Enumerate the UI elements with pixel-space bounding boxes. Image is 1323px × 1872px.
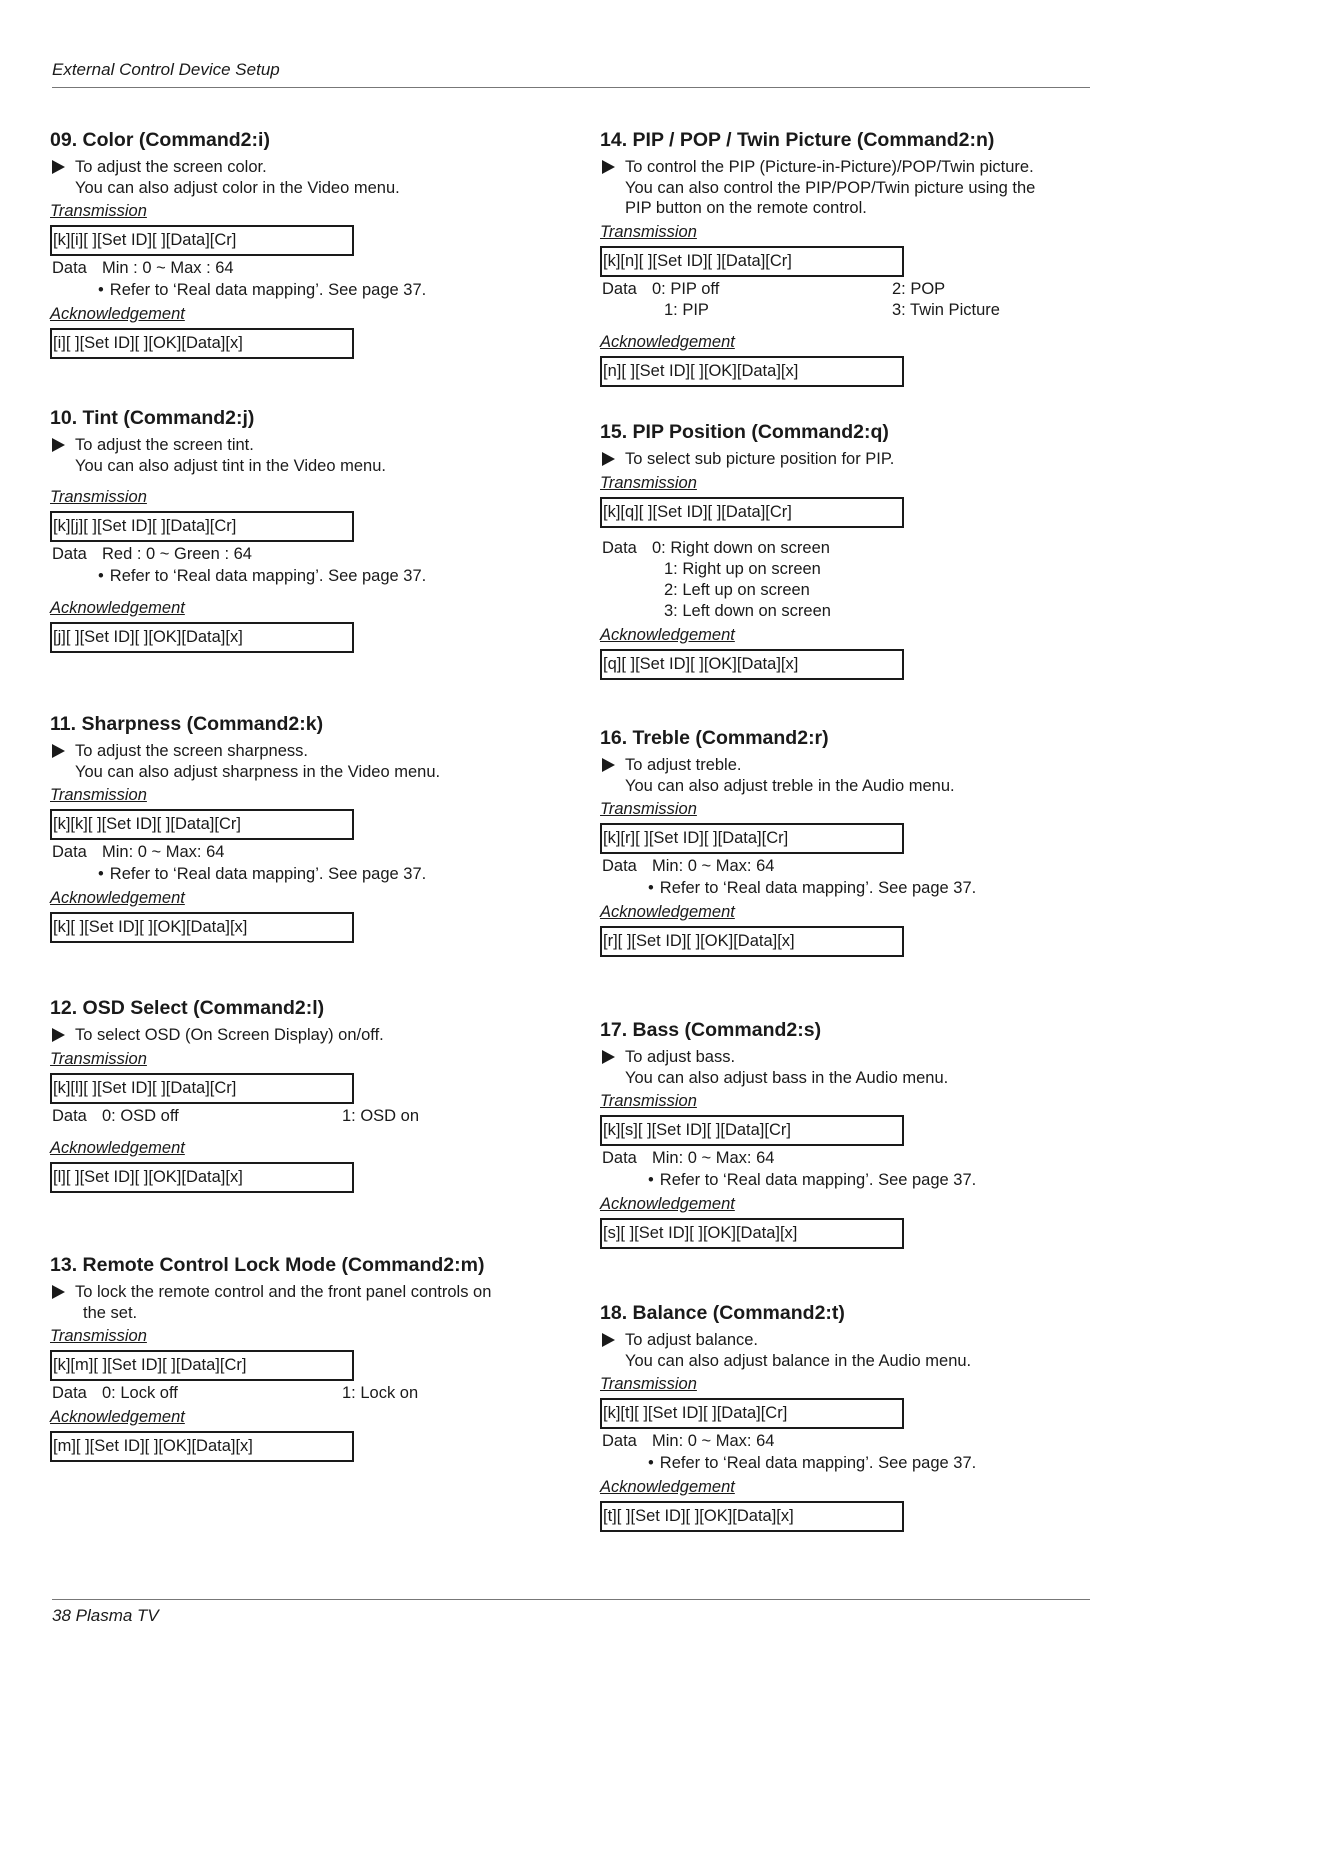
data-note: • Refer to ‘Real data mapping’. See page 37.: [648, 878, 1092, 899]
triangle-bullet-icon: [602, 1050, 615, 1064]
acknowledgement-box: [j][ ][Set ID][ ][OK][Data][x]: [50, 622, 354, 653]
section-description: [50, 1025, 550, 1046]
transmission-box: [k][j][ ][Set ID][ ][Data][Cr]: [50, 511, 354, 542]
data-value: 3: Left down on screen: [664, 601, 831, 620]
section-title: 12. OSD Select (Command2:l): [50, 997, 325, 1019]
section-description: [600, 755, 1092, 796]
desc-line: You can also adjust bass in the Audio menu.: [625, 1068, 949, 1087]
page-footer: 38 Plasma TV: [52, 1606, 159, 1625]
section-title: 13. Remote Control Lock Mode (Command2:m): [50, 1254, 485, 1276]
section-treble: [600, 726, 1092, 957]
transmission-label: Transmission: [50, 1049, 147, 1068]
section-bass: [600, 1018, 1092, 1249]
data-label: Data: [602, 1432, 637, 1450]
acknowledgement-label: Acknowledgement: [50, 1408, 185, 1426]
triangle-bullet-icon: [602, 160, 615, 174]
data-row: [50, 1106, 550, 1127]
section-description: [600, 157, 1092, 219]
desc-line: To select OSD (On Screen Display) on/off.: [75, 1026, 384, 1044]
data-row: [600, 279, 1092, 321]
section-description: [50, 1282, 550, 1323]
desc-line: You can also adjust balance in the Audio menu.: [625, 1351, 972, 1370]
section-title: 10. Tint (Command2:j): [50, 407, 255, 429]
data-value: 1: OSD on: [342, 1106, 420, 1125]
section-title: 09. Color (Command2:i): [50, 129, 270, 151]
data-value: 2: Left up on screen: [664, 580, 810, 599]
acknowledgement-box: [i][ ][Set ID][ ][OK][Data][x]: [50, 328, 354, 359]
section-pip-pop-twin: [600, 128, 1092, 387]
section-pip-position: [600, 420, 1092, 680]
data-label: Data: [52, 545, 87, 563]
acknowledgement-label: Acknowledgement: [600, 1195, 735, 1213]
desc-line: You can also adjust treble in the Audio menu.: [625, 776, 955, 795]
desc-line: the set.: [83, 1303, 138, 1322]
data-value: 1: PIP: [664, 300, 709, 319]
data-label: Data: [602, 279, 637, 298]
triangle-bullet-icon: [602, 452, 615, 466]
acknowledgement-label: Acknowledgement: [50, 889, 185, 907]
transmission-box: [k][k][ ][Set ID][ ][Data][Cr]: [50, 809, 354, 840]
transmission-box: [k][q][ ][Set ID][ ][Data][Cr]: [600, 497, 904, 528]
transmission-label: Transmission: [50, 202, 147, 220]
acknowledgement-label: Acknowledgement: [50, 1138, 185, 1157]
data-label: Data: [602, 857, 637, 875]
section-remote-lock: [50, 1253, 550, 1462]
section-title: 14. PIP / POP / Twin Picture (Command2:n): [600, 129, 995, 151]
transmission-box: [k][s][ ][Set ID][ ][Data][Cr]: [600, 1115, 904, 1146]
acknowledgement-label: Acknowledgement: [50, 305, 185, 323]
data-row: [600, 1431, 1092, 1452]
section-tint: [50, 406, 550, 653]
section-title: 15. PIP Position (Command2:q): [600, 421, 889, 443]
transmission-label: Transmission: [600, 800, 697, 818]
transmission-label: Transmission: [50, 488, 147, 506]
transmission-box: [k][t][ ][Set ID][ ][Data][Cr]: [600, 1398, 904, 1429]
acknowledgement-box: [t][ ][Set ID][ ][OK][Data][x]: [600, 1501, 904, 1532]
desc-line: You can also adjust tint in the Video menu.: [75, 456, 386, 475]
transmission-box: [k][i][ ][Set ID][ ][Data][Cr]: [50, 225, 354, 256]
triangle-bullet-icon: [52, 1285, 65, 1299]
acknowledgement-label: Acknowledgement: [600, 332, 735, 351]
desc-line: To lock the remote control and the front panel controls on: [75, 1283, 492, 1301]
acknowledgement-box: [q][ ][Set ID][ ][OK][Data][x]: [600, 649, 904, 680]
desc-line: PIP button on the remote control.: [625, 199, 867, 217]
data-row: [50, 1383, 550, 1404]
data-value: 1: Lock on: [342, 1384, 419, 1402]
desc-line: To adjust the screen tint.: [75, 436, 254, 454]
section-description: [50, 435, 550, 476]
acknowledgement-label: Acknowledgement: [600, 903, 735, 921]
data-row: [600, 1148, 1092, 1169]
transmission-label: Transmission: [600, 222, 697, 241]
page-header: External Control Device Setup: [52, 60, 280, 79]
data-value: Min: 0 ~ Max: 64: [102, 843, 225, 861]
transmission-box: [k][r][ ][Set ID][ ][Data][Cr]: [600, 823, 904, 854]
acknowledgement-label: Acknowledgement: [50, 599, 185, 617]
section-title: 18. Balance (Command2:t): [600, 1302, 845, 1324]
acknowledgement-box: [r][ ][Set ID][ ][OK][Data][x]: [600, 926, 904, 957]
data-value: 0: OSD off: [102, 1106, 179, 1125]
section-color: [50, 128, 550, 359]
data-value: Min: 0 ~ Max: 64: [652, 1149, 775, 1167]
data-label: Data: [52, 259, 87, 277]
section-sharpness: [50, 712, 550, 943]
section-title: 11. Sharpness (Command2:k): [50, 713, 324, 735]
section-description: [50, 741, 550, 782]
transmission-box: [k][m][ ][Set ID][ ][Data][Cr]: [50, 1350, 354, 1381]
desc-line: To adjust the screen sharpness.: [75, 742, 308, 760]
data-label: Data: [602, 538, 637, 557]
data-value: 1: Right up on screen: [664, 559, 821, 578]
data-note: • Refer to ‘Real data mapping’. See page 37.: [648, 1170, 1092, 1191]
acknowledgement-box: [l][ ][Set ID][ ][OK][Data][x]: [50, 1162, 354, 1193]
data-value: 0: Lock off: [102, 1384, 178, 1402]
triangle-bullet-icon: [602, 758, 615, 772]
acknowledgement-box: [k][ ][Set ID][ ][OK][Data][x]: [50, 912, 354, 943]
acknowledgement-box: [m][ ][Set ID][ ][OK][Data][x]: [50, 1431, 354, 1462]
desc-line: To control the PIP (Picture-in-Picture)/POP/Twin picture.: [625, 158, 1034, 176]
data-value: Red : 0 ~ Green : 64: [102, 545, 252, 563]
desc-line: To adjust balance.: [625, 1331, 759, 1349]
triangle-bullet-icon: [52, 744, 65, 758]
data-value: Min: 0 ~ Max: 64: [652, 1432, 775, 1450]
desc-line: You can also control the PIP/POP/Twin picture using the: [625, 178, 1036, 197]
data-value: 0: PIP off: [652, 279, 720, 298]
desc-line: To adjust treble.: [625, 756, 742, 774]
transmission-label: Transmission: [600, 473, 697, 492]
desc-line: To select sub picture position for PIP.: [625, 450, 895, 468]
triangle-bullet-icon: [602, 1333, 615, 1347]
desc-line: To adjust the screen color.: [75, 158, 267, 176]
data-row: [600, 856, 1092, 877]
desc-line: To adjust bass.: [625, 1048, 736, 1066]
section-description: [600, 449, 1092, 470]
acknowledgement-label: Acknowledgement: [600, 1478, 735, 1496]
data-row: [600, 538, 1092, 622]
data-label: Data: [52, 843, 87, 861]
triangle-bullet-icon: [52, 160, 65, 174]
data-row: [50, 544, 550, 565]
section-description: [600, 1047, 1092, 1088]
acknowledgement-box: [n][ ][Set ID][ ][OK][Data][x]: [600, 356, 904, 387]
section-description: [600, 1330, 1092, 1371]
transmission-label: Transmission: [600, 1375, 697, 1393]
data-label: Data: [602, 1149, 637, 1167]
section-title: 17. Bass (Command2:s): [600, 1019, 822, 1041]
section-osd-select: [50, 996, 550, 1193]
desc-line: You can also adjust sharpness in the Video menu.: [75, 762, 441, 781]
section-balance: [600, 1301, 1092, 1532]
desc-line: You can also adjust color in the Video menu.: [75, 178, 400, 197]
data-row: [50, 258, 550, 279]
data-value: 2: POP: [892, 279, 946, 298]
transmission-label: Transmission: [50, 1327, 147, 1345]
data-value: 0: Right down on screen: [652, 538, 830, 557]
data-value: Min : 0 ~ Max : 64: [102, 259, 234, 277]
data-label: Data: [52, 1384, 87, 1402]
transmission-box: [k][l][ ][Set ID][ ][Data][Cr]: [50, 1073, 354, 1104]
data-note: • Refer to ‘Real data mapping’. See page 37.: [98, 566, 550, 587]
data-note: • Refer to ‘Real data mapping’. See page 37.: [98, 864, 550, 885]
transmission-box: [k][n][ ][Set ID][ ][Data][Cr]: [600, 246, 904, 277]
data-note: • Refer to ‘Real data mapping’. See page 37.: [648, 1453, 1092, 1474]
data-value: Min: 0 ~ Max: 64: [652, 857, 775, 875]
data-row: [50, 842, 550, 863]
data-note: • Refer to ‘Real data mapping’. See page 37.: [98, 280, 550, 301]
footer-divider: [52, 1599, 1090, 1600]
acknowledgement-label: Acknowledgement: [600, 625, 735, 644]
header-divider: [52, 87, 1090, 88]
transmission-label: Transmission: [50, 786, 147, 804]
triangle-bullet-icon: [52, 438, 65, 452]
acknowledgement-box: [s][ ][Set ID][ ][OK][Data][x]: [600, 1218, 904, 1249]
data-label: Data: [52, 1106, 87, 1125]
section-description: [50, 157, 550, 198]
transmission-label: Transmission: [600, 1092, 697, 1110]
section-title: 16. Treble (Command2:r): [600, 727, 829, 749]
data-value: 3: Twin Picture: [892, 300, 1000, 319]
triangle-bullet-icon: [52, 1028, 65, 1042]
